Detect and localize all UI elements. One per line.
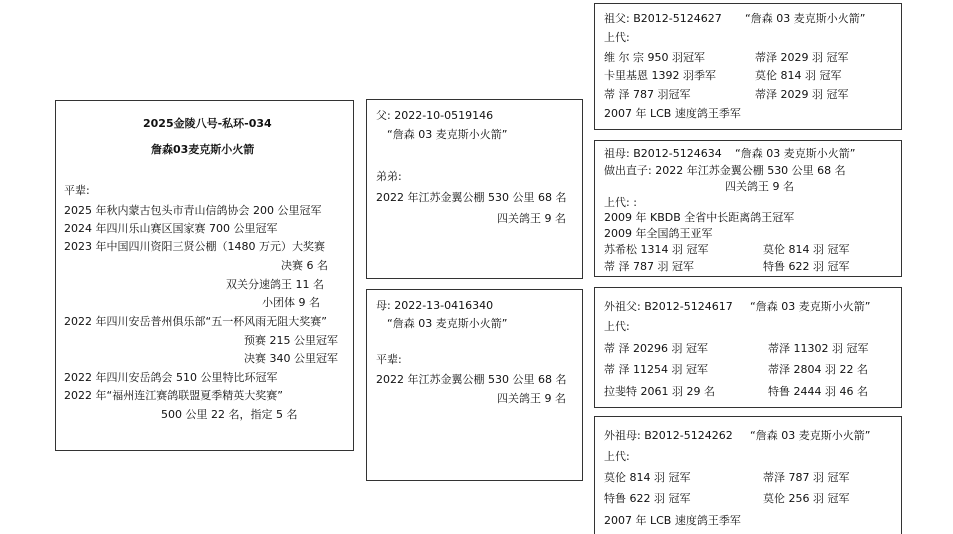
ancestor-entry: 莫伦 814 羽 冠军 bbox=[755, 69, 842, 82]
ancestor-entry: 蒂 泽 11254 羽 冠军 bbox=[604, 363, 708, 376]
ancestor-entry: 特鲁 622 羽 冠军 bbox=[604, 492, 691, 505]
ancestor-entry: 蒂泽 787 羽 冠军 bbox=[763, 471, 850, 484]
ancestor-entry: 苏希松 1314 羽 冠军 bbox=[604, 243, 709, 256]
maternal-grandsire-strain: “詹森 03 麦克斯小火箭” bbox=[750, 300, 871, 313]
sire-box bbox=[366, 99, 583, 279]
achievement-line: 决赛 6 名 bbox=[281, 259, 328, 272]
ancestor-entry: 蒂 泽 20296 羽 冠军 bbox=[604, 342, 708, 355]
paternal-granddam-box bbox=[594, 140, 902, 277]
maternal-granddam-gen-label: 上代: bbox=[604, 450, 630, 463]
achievement-line: 500 公里 22 名，指定 5 名 bbox=[161, 408, 298, 421]
achievement-line: 小团体 9 名 bbox=[262, 296, 320, 309]
main-pedigree-label: 平辈: bbox=[64, 184, 90, 197]
paternal-granddam-offspring-sub: 四关鸽王 9 名 bbox=[725, 180, 794, 193]
maternal-grandsire-gen-label: 上代: bbox=[604, 320, 630, 333]
main-bird-name: 詹森03麦克斯小火箭 bbox=[151, 143, 255, 156]
dam-strain: “詹森 03 麦克斯小火箭” bbox=[387, 317, 508, 330]
achievement-line: 2022 年“福州连江赛鸽联盟夏季精英大奖赛” bbox=[64, 389, 283, 402]
paternal-granddam-note: 2009 年全国鸽王亚军 bbox=[604, 227, 713, 240]
maternal-grandsire-box bbox=[594, 287, 902, 408]
paternal-grandsire-box bbox=[594, 3, 902, 130]
ancestor-entry: 蒂泽 2029 羽 冠军 bbox=[755, 88, 849, 101]
achievement-line: 2025 年秋内蒙古包头市青山信鸽协会 200 公里冠军 bbox=[64, 204, 322, 217]
maternal-granddam-box bbox=[594, 416, 902, 534]
maternal-grandsire-header: 外祖父: B2012-5124617 bbox=[604, 300, 733, 313]
achievement-line: 2022 年四川安岳鸽会 510 公里特比环冠军 bbox=[64, 371, 278, 384]
paternal-granddam-note: 2009 年 KBDB 全省中长距离鸽王冠军 bbox=[604, 211, 795, 224]
paternal-granddam-strain: “詹森 03 麦克斯小火箭” bbox=[735, 147, 856, 160]
dam-box bbox=[366, 289, 583, 481]
dam-sub-label: 平辈: bbox=[376, 353, 402, 366]
ancestor-entry: 蒂 泽 787 羽冠军 bbox=[604, 88, 691, 101]
achievement-line: 2022 年四川安岳普州俱乐部“五一杯风雨无阻大奖赛” bbox=[64, 315, 327, 328]
maternal-granddam-note: 2007 年 LCB 速度鸽王季军 bbox=[604, 514, 741, 527]
achievement-line: 2023 年中国四川资阳三贤公棚（1480 万元）大奖赛 bbox=[64, 240, 325, 253]
paternal-granddam-header: 祖母: B2012-5124634 bbox=[604, 147, 722, 160]
paternal-grandsire-header: 祖父: B2012-5124627 bbox=[604, 12, 722, 25]
ancestor-entry: 莫伦 814 羽 冠军 bbox=[763, 243, 850, 256]
ancestor-entry: 维 尔 宗 950 羽冠军 bbox=[604, 51, 705, 64]
ancestor-entry: 莫伦 814 羽 冠军 bbox=[604, 471, 691, 484]
achievement-line: 双关分速鸽王 11 名 bbox=[226, 278, 324, 291]
sire-strain: “詹森 03 麦克斯小火箭” bbox=[387, 128, 508, 141]
dam-result: 四关鸽王 9 名 bbox=[497, 392, 566, 405]
sire-sub-label: 弟弟: bbox=[376, 170, 402, 183]
paternal-grandsire-note: 2007 年 LCB 速度鸽王季军 bbox=[604, 107, 741, 120]
ancestor-entry: 特鲁 622 羽 冠军 bbox=[763, 260, 850, 273]
ancestor-entry: 莫伦 256 羽 冠军 bbox=[763, 492, 850, 505]
achievement-line: 预赛 215 公里冠军 bbox=[244, 334, 338, 347]
ancestor-entry: 蒂泽 11302 羽 冠军 bbox=[768, 342, 869, 355]
sire-result: 四关鸽王 9 名 bbox=[497, 212, 566, 225]
dam-result: 2022 年江苏金翼公棚 530 公里 68 名 bbox=[376, 373, 567, 386]
ancestor-entry: 卡里基恩 1392 羽季军 bbox=[604, 69, 716, 82]
ancestor-entry: 蒂泽 2029 羽 冠军 bbox=[755, 51, 849, 64]
maternal-granddam-strain: “詹森 03 麦克斯小火箭” bbox=[750, 429, 871, 442]
achievement-line: 决赛 340 公里冠军 bbox=[244, 352, 338, 365]
sire-header: 父: 2022-10-0519146 bbox=[376, 109, 494, 122]
ancestor-entry: 蒂泽 2804 羽 22 名 bbox=[768, 363, 868, 376]
dam-header: 母: 2022-13-0416340 bbox=[376, 299, 494, 312]
paternal-granddam-offspring: 做出直子: 2022 年江苏金翼公棚 530 公里 68 名 bbox=[604, 164, 846, 177]
paternal-granddam-gen-label: 上代: : bbox=[604, 196, 637, 209]
ancestor-entry: 特鲁 2444 羽 46 名 bbox=[768, 385, 868, 398]
paternal-grandsire-gen-label: 上代: bbox=[604, 31, 630, 44]
maternal-granddam-header: 外祖母: B2012-5124262 bbox=[604, 429, 733, 442]
main-pedigree-box bbox=[55, 100, 354, 451]
ancestor-entry: 蒂 泽 787 羽 冠军 bbox=[604, 260, 694, 273]
sire-result: 2022 年江苏金翼公棚 530 公里 68 名 bbox=[376, 191, 567, 204]
main-ring-number: 2025金陵八号-私环-034 bbox=[143, 117, 272, 130]
ancestor-entry: 拉斐特 2061 羽 29 名 bbox=[604, 385, 715, 398]
paternal-grandsire-strain: “詹森 03 麦克斯小火箭” bbox=[745, 12, 866, 25]
achievement-line: 2024 年四川乐山赛区国家赛 700 公里冠军 bbox=[64, 222, 278, 235]
